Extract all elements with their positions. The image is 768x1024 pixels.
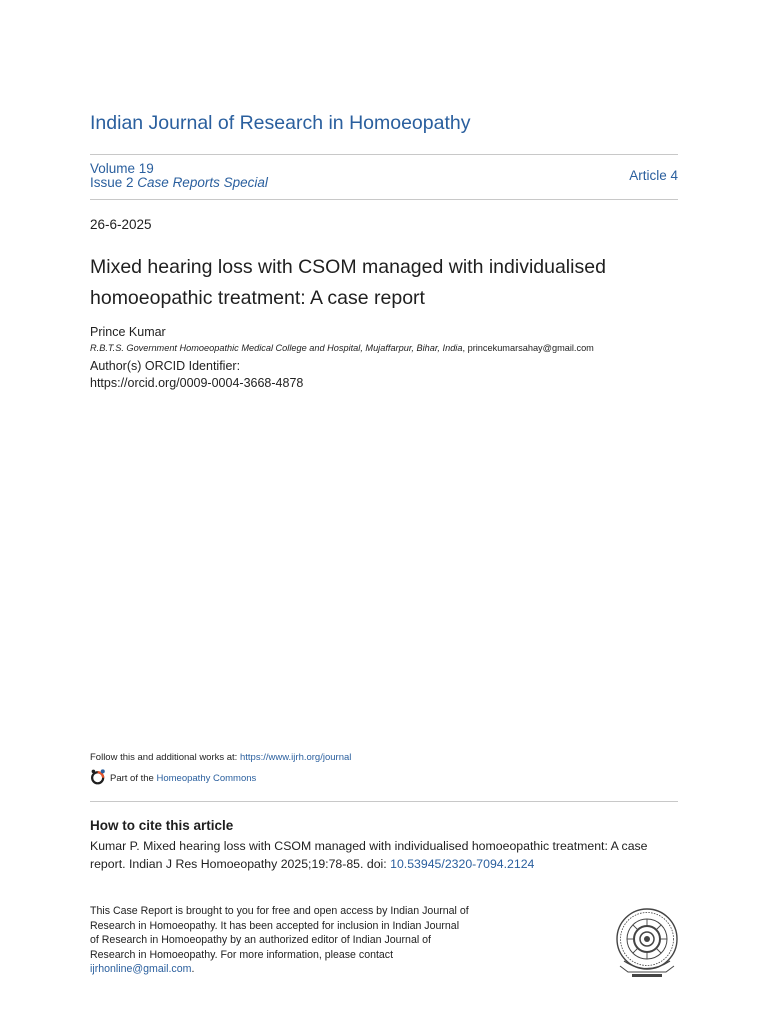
author-name: Prince Kumar [90,325,166,339]
publication-date: 26-6-2025 [90,217,152,232]
issue-info [90,162,268,190]
issue-special-label: Case Reports Special [137,175,268,190]
commons-text [110,769,256,784]
article-number-link[interactable]: Article 4 [629,168,678,183]
access-statement [90,904,470,977]
orcid-label: Author(s) ORCID Identifier: [90,359,241,373]
doi-link[interactable]: 10.53945/2320-7094.2124 [390,857,535,871]
divider-issue [90,199,678,200]
journal-url-link[interactable]: https://www.ijrh.org/journal [239,752,352,763]
volume-link[interactable]: Volume 19 [90,161,154,176]
issue-number: Issue 2 [90,175,134,190]
author-email: princekumarsahay@gmail.com [467,343,594,353]
affiliation-institution: R.B.T.S. Government Homoeopathic Medical College and Hospital, Mujaffarpur, Bihar, India [90,343,463,353]
journal-title-link[interactable]: Indian Journal of Research in Homoeopathy [90,112,471,134]
cite-heading: How to cite this article [90,818,234,833]
author-affiliation [90,343,594,353]
access-statement-body: This Case Report is brought to you for free and open access by Indian Journal of Research in Homoeopathy. It has been accepted for inclusion in Indian Journal of Research in Homoeopathy by an authorized editor of Indian Journal of Research in Homoeopathy. For more information, please contact [90,905,469,961]
issue-link[interactable] [90,175,268,190]
cover-page [90,0,678,1024]
homeopathy-commons-link[interactable]: Homeopathy Commons [156,773,257,784]
contact-email-link[interactable]: ijrhonline@gmail.com [90,963,192,975]
divider-top [90,154,678,155]
article-title: Mixed hearing loss with CSOM managed with individualised homoeopathic treatment: A case report [90,256,606,309]
follow-line [90,752,351,763]
divider-bottom [90,801,678,802]
institution-seal-icon [614,906,680,980]
network-icon [90,768,107,785]
citation-body: Kumar P. Mixed hearing loss with CSOM managed with individualised homoeopathic treatment: A case report. Indian J Res Homoeopathy 2025;19:78-85. doi: [90,839,648,871]
commons-prefix: Part of the [110,773,157,784]
orcid-url: https://orcid.org/0009-0004-3668-4878 [90,376,304,390]
access-statement-end: . [191,963,195,975]
commons-line [90,768,256,785]
follow-prefix: Follow this and additional works at: [90,752,240,763]
affiliation-separator: , [462,343,468,353]
citation-text [90,837,678,873]
